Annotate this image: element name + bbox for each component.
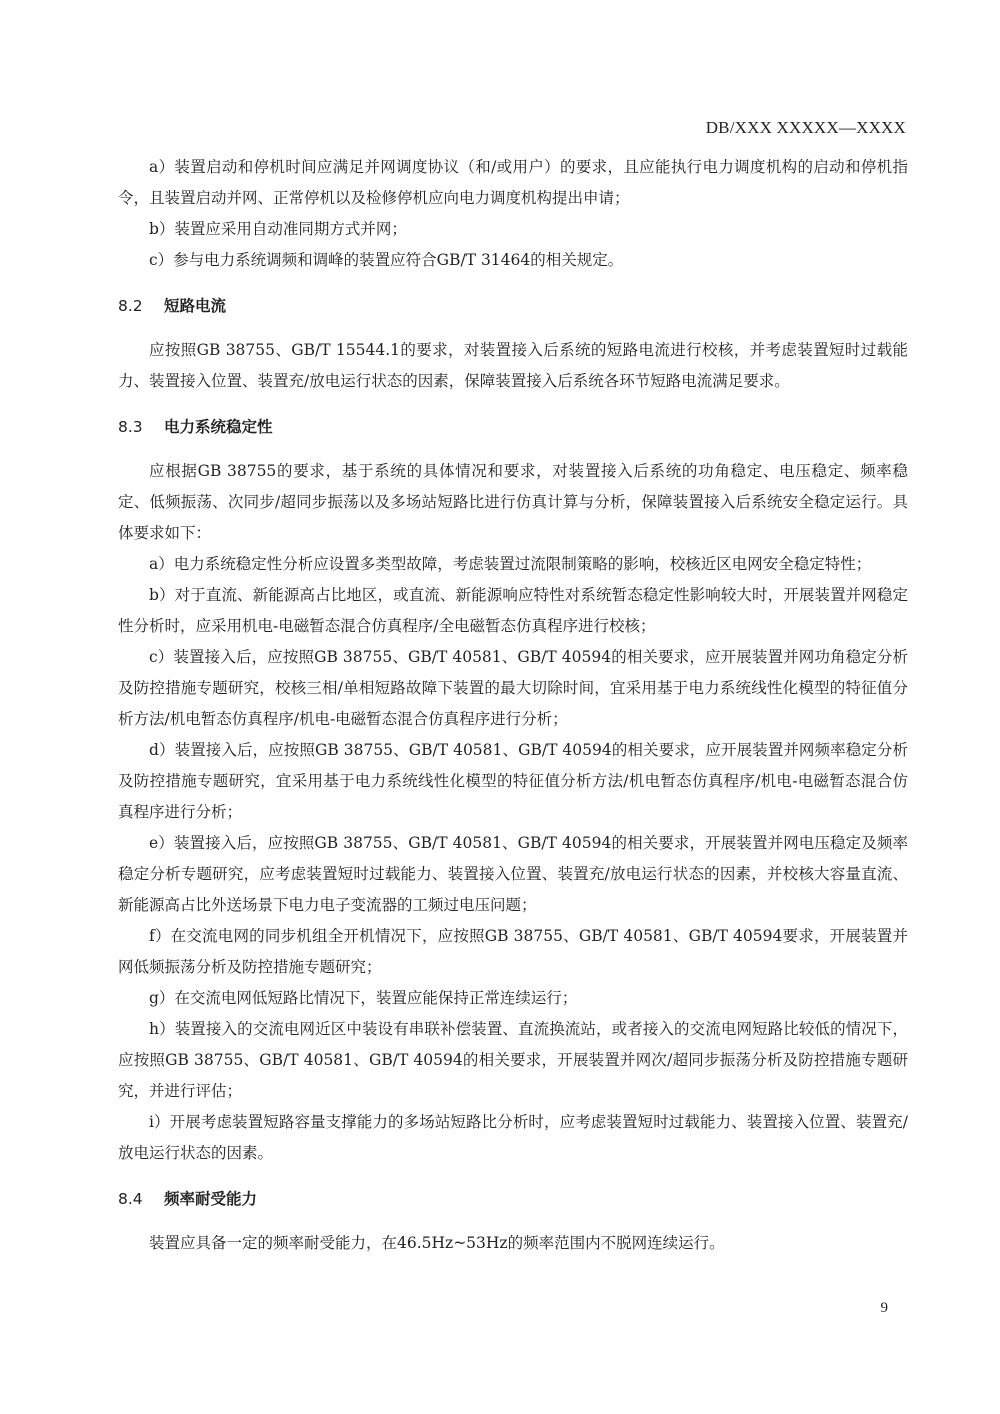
paragraph-stability-h: h）装置接入的交流电网近区中装设有串联补偿装置、直流换流站，或者接入的交流电网短路比较低的情况下，应按照GB 38755、GB/T 40581、GB/T 40594的相关要求，开展装置并网次/超同步振荡分析及防控措施专题研究，并进行评估； xyxy=(118,1020,908,1100)
paragraph-stability-intro: 应根据GB 38755的要求，基于系统的具体情况和要求，对装置接入后系统的功角稳定、电压稳定、频率稳定、低频振荡、次同步/超同步振荡以及多场站短路比进行仿真计算与分析，保障装置接入后系统安全稳定运行。具体要求如下： xyxy=(118,462,908,542)
paragraph-stability-f: f）在交流电网的同步机组全开机情况下，应按照GB 38755、GB/T 40581、GB/T 40594要求，开展装置并网低频振荡分析及防控措施专题研究； xyxy=(118,927,908,976)
section-heading-8-2 xyxy=(118,291,908,322)
document-body xyxy=(118,152,908,1259)
section-number: 8.4 xyxy=(118,1190,143,1208)
paragraph-stability-a: a）电力系统稳定性分析应设置多类型故障，考虑装置过流限制策略的影响，校核近区电网安全稳定特性； xyxy=(149,555,872,573)
paragraph-frequency-tolerance: 装置应具备一定的频率耐受能力，在46.5Hz~53Hz的频率范围内不脱网连续运行。 xyxy=(149,1234,725,1252)
paragraph-stability-d: d）装置接入后，应按照GB 38755、GB/T 40581、GB/T 40594的相关要求，应开展装置并网频率稳定分析及防控措施专题研究，宜采用基于电力系统线性化模型的特征值分析方法/机电暂态仿真程序/机电-电磁暂态混合仿真程序进行分析； xyxy=(118,741,908,821)
section-title: 电力系统稳定性 xyxy=(164,418,273,436)
paragraph-stability-e: e）装置接入后，应按照GB 38755、GB/T 40581、GB/T 40594的相关要求，开展装置并网电压稳定及频率稳定分析专题研究，应考虑装置短时过载能力、装置接入位置、装置充/放电运行状态的因素，并校核大容量直流、新能源高占比外送场景下电力电子变流器的工频过电压问题； xyxy=(118,834,908,914)
paragraph-stability-i: i）开展考虑装置短路容量支撑能力的多场站短路比分析时，应考虑装置短时过载能力、装置接入位置、装置充/放电运行状态的因素。 xyxy=(118,1113,908,1162)
paragraph-item-c-regulation: c）参与电力系统调频和调峰的装置应符合GB/T 31464的相关规定。 xyxy=(149,251,624,269)
section-heading-8-3 xyxy=(118,412,908,443)
paragraph-item-a-startup: a）装置启动和停机时间应满足并网调度协议（和/或用户）的要求，且应能执行电力调度机构的启动和停机指令，且装置启动并网、正常停机以及检修停机应向电力调度机构提出申请； xyxy=(118,158,908,207)
paragraph-stability-g: g）在交流电网低短路比情况下，装置应能保持正常连续运行； xyxy=(149,989,578,1007)
section-title: 频率耐受能力 xyxy=(164,1190,258,1208)
section-title: 短路电流 xyxy=(164,297,227,315)
paragraph-stability-b: b）对于直流、新能源高占比地区，或直流、新能源响应特性对系统暂态稳定性影响较大时，开展装置并网稳定性分析时，应采用机电-电磁暂态混合仿真程序/全电磁暂态仿真程序进行校核； xyxy=(118,586,908,635)
paragraph-stability-c: c）装置接入后，应按照GB 38755、GB/T 40581、GB/T 40594的相关要求，应开展装置并网功角稳定分析及防控措施专题研究，校核三相/单相短路故障下装置的最大切除时间，宜采用基于电力系统线性化模型的特征值分析方法/机电暂态仿真程序/机电-电磁暂态混合仿真程序进行分析； xyxy=(118,648,908,728)
section-heading-8-4 xyxy=(118,1184,908,1215)
section-number: 8.2 xyxy=(118,297,143,315)
document-code-header: DB/XXX XXXXX—XXXX xyxy=(705,118,906,137)
paragraph-short-circuit-current: 应按照GB 38755、GB/T 15544.1的要求，对装置接入后系统的短路电流进行校核，并考虑装置短时过载能力、装置接入位置、装置充/放电运行状态的因素，保障装置接入后系统各环节短路电流满足要求。 xyxy=(118,341,908,390)
section-number: 8.3 xyxy=(118,418,143,436)
paragraph-item-b-synchronization: b）装置应采用自动准同期方式并网； xyxy=(149,220,407,238)
page-number: 9 xyxy=(880,1300,888,1316)
